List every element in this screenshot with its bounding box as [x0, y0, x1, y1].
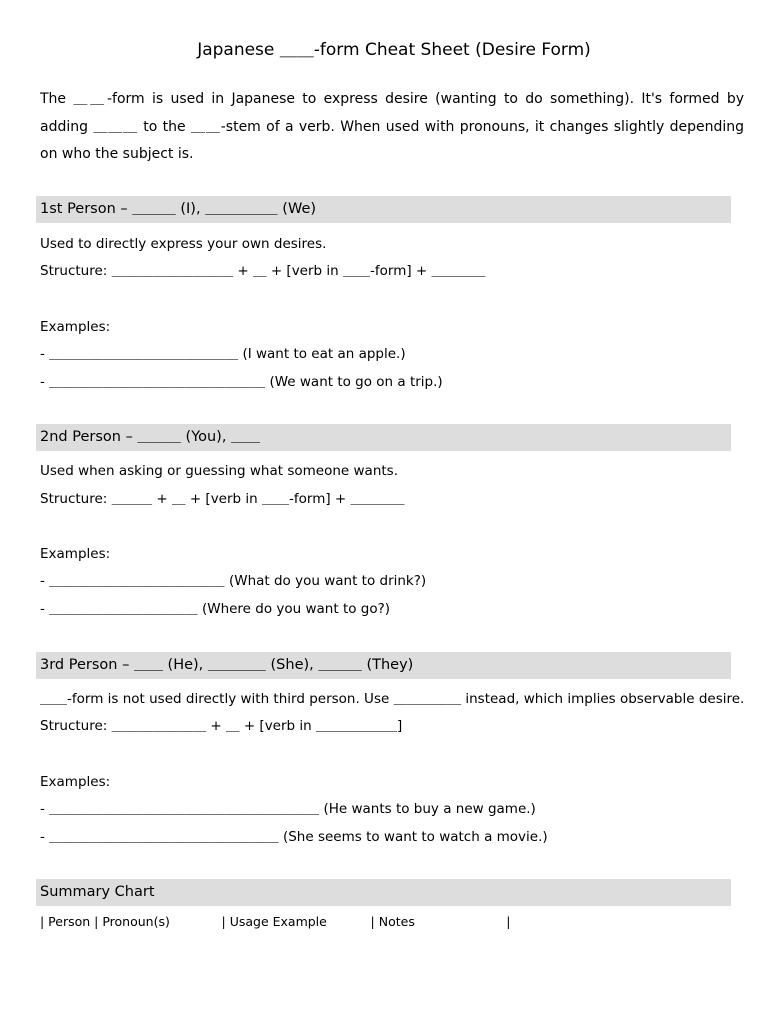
section-header-first-person: 1st Person – ＿＿＿ (I), ＿＿＿＿＿ (We) — [36, 196, 731, 223]
third-person-structure: Structure: ＿＿＿＿＿＿＿ + ＿ + [verb in ＿＿＿＿＿＿] — [40, 718, 403, 734]
third-person-example-2: - ＿＿＿＿＿＿＿＿＿＿＿＿＿＿＿＿＿ (She seems to want to watch a movie.) — [40, 829, 548, 845]
section-header-second-person: 2nd Person – ＿＿＿ (You), ＿＿ — [36, 424, 731, 451]
section-header-summary-chart: Summary Chart — [36, 879, 731, 906]
first-person-usage: Used to directly express your own desires. — [40, 236, 327, 252]
second-person-example-1: - ＿＿＿＿＿＿＿＿＿＿＿＿＿ (What do you want to drink?) — [40, 573, 427, 589]
page-title: Japanese ＿＿-form Cheat Sheet (Desire Form) — [197, 40, 591, 60]
first-person-examples-label: Examples: — [40, 319, 111, 335]
third-person-usage: ＿＿-form is not used directly with third person. Use ＿＿＿＿＿ instead, which implies observable desire. — [40, 691, 745, 707]
third-person-example-1: - ＿＿＿＿＿＿＿＿＿＿＿＿＿＿＿＿＿＿＿＿ (He wants to buy a new game.) — [40, 801, 536, 817]
first-person-example-2: - ＿＿＿＿＿＿＿＿＿＿＿＿＿＿＿＿ (We want to go on a trip.) — [40, 374, 443, 390]
section-header-third-person: 3rd Person – ＿＿ (He), ＿＿＿＿ (She), ＿＿＿ (They) — [36, 652, 731, 679]
second-person-examples-label: Examples: — [40, 546, 111, 562]
second-person-usage: Used when asking or guessing what someone wants. — [40, 463, 398, 479]
second-person-example-2: - ＿＿＿＿＿＿＿＿＿＿＿ (Where do you want to go?) — [40, 601, 391, 617]
first-person-example-1: - ＿＿＿＿＿＿＿＿＿＿＿＿＿＿ (I want to eat an apple.) — [40, 346, 406, 362]
intro-paragraph: The ＿＿-form is used in Japanese to express desire (wanting to do something). It's formed by adding ＿＿＿ to the ＿＿-stem of a verb. When used with pronouns, it changes slightly depending on who the subject is. — [40, 91, 744, 162]
first-person-structure: Structure: ＿＿＿＿＿＿＿＿＿ + ＿ + [verb in ＿＿-form] + ＿＿＿＿ — [40, 263, 486, 279]
second-person-structure: Structure: ＿＿＿ + ＿ + [verb in ＿＿-form] + ＿＿＿＿ — [40, 491, 405, 507]
third-person-examples-label: Examples: — [40, 774, 111, 790]
summary-table-header-row: | Person | Pronoun(s) | Usage Example | Notes | — [40, 914, 511, 929]
